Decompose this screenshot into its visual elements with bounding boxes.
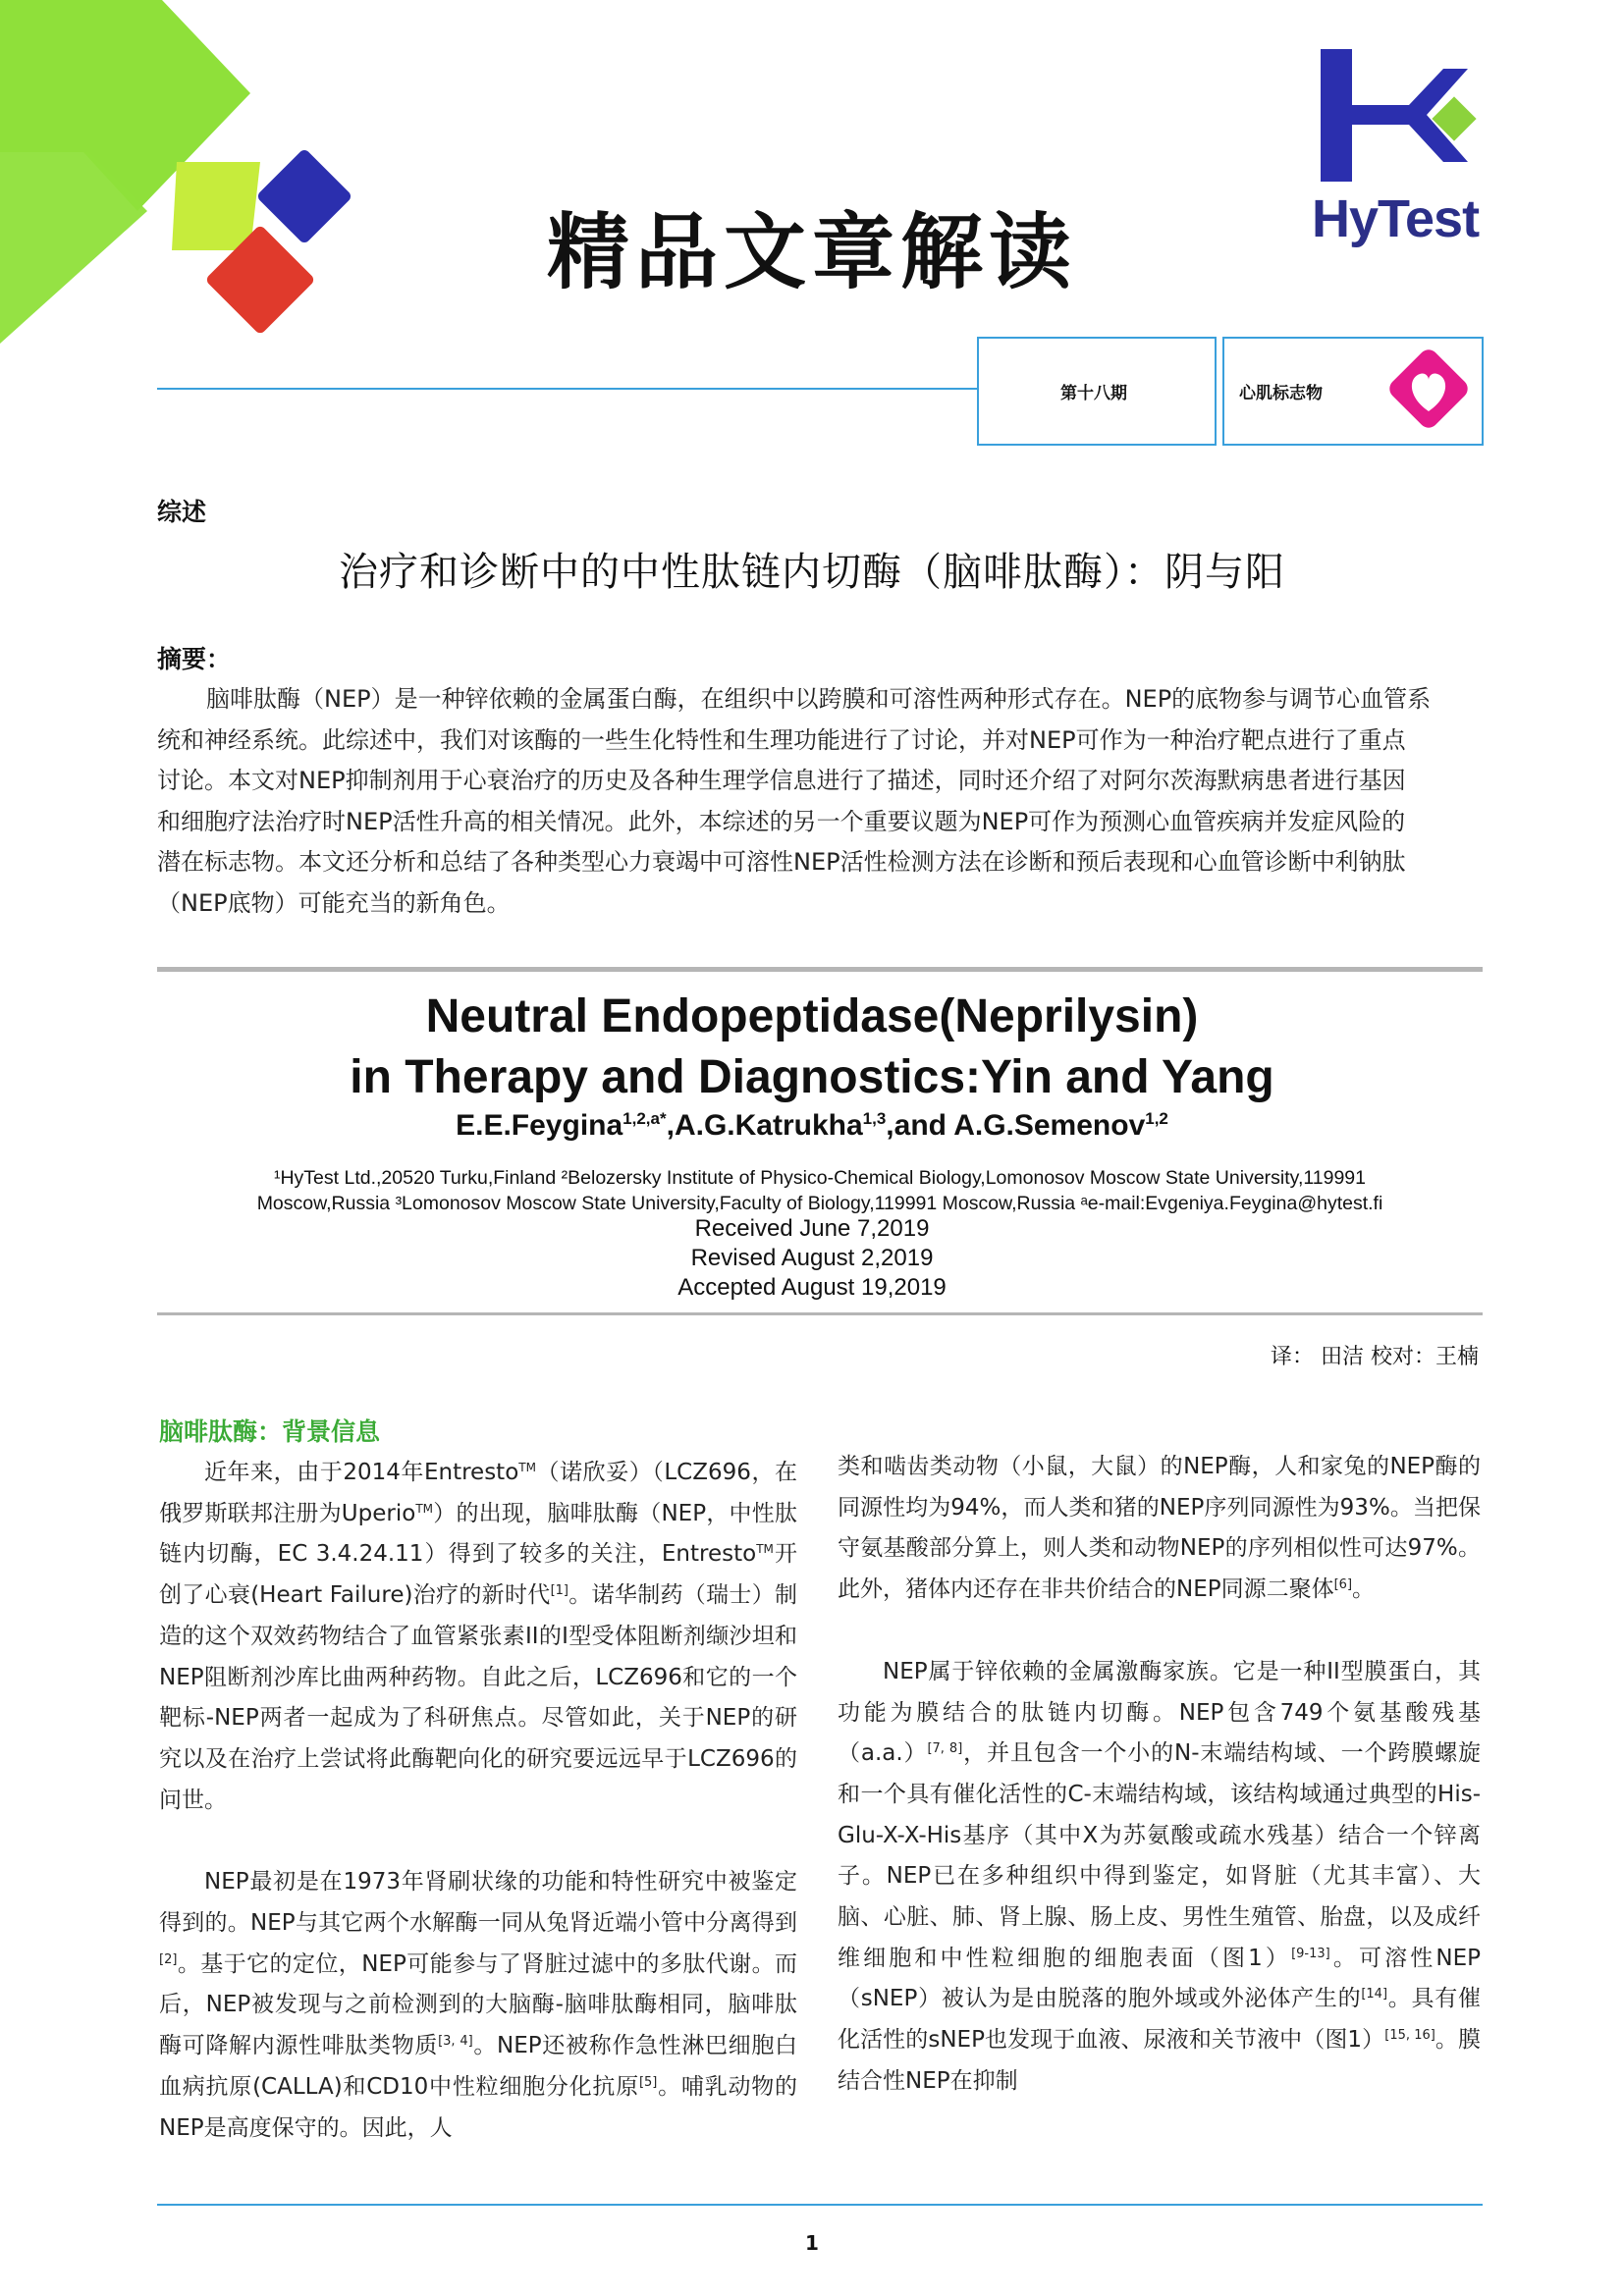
footer-rule	[157, 2204, 1483, 2206]
citation: [14]	[1361, 1987, 1388, 2002]
hytest-logo-mark	[1311, 44, 1488, 191]
abstract-line: （NEP底物）可能充当的新角色。	[157, 888, 511, 917]
paragraph: 类和啮齿类动物（小鼠，大鼠）的NEP酶，人和家兔的NEP酶的同源性均为94%，而人类和猪的NEP序列同源性为93%。当把保守氨基酸部分算上，则人类和动物NEP的序列相似性可达97%。此外，猪体内还存在非共价结合的NEP同源二聚体[6]。	[838, 1454, 1482, 1603]
issue-label: 第十八期	[1060, 384, 1127, 403]
abstract-body	[157, 679, 1483, 924]
abstract-line: 潜在标志物。本文还分析和总结了各种类型心力衰竭中可溶性NEP活性检测方法在诊断和预后表现和心血管诊断中利钠肽	[157, 848, 1406, 876]
abstract-line: 讨论。本文对NEP抑制剂用于心衰治疗的历史及各种生理学信息进行了描述，同时还介绍了对阿尔茨海默病患者进行基因	[157, 767, 1406, 794]
paragraph: 近年来，由于2014年Entresto™（诺欣妥）（LCZ696，在俄罗斯联邦注册为Uperio™）的出现，脑啡肽酶（NEP，中性肽链内切酶，EC 3.4.24.11）得到了较多的关注，Entresto™开创了心衰(Heart Failure)治疗的新时代[1]。诺华制药（瑞士）制造的这个双效药物结合了血管紧张素II的I型受体阻断剂缬沙坦和NEP阻断剂沙库比曲两种药物。自此之后，LCZ696和它的一个靶标-NEP两者一起成为了科研焦点。尽管如此，关于NEP的研究以及在治疗上尝试将此酶靶向化的研究要远远早于LCZ696的问世。	[159, 1460, 798, 1813]
main-title: 精品文章解读	[546, 204, 1077, 300]
divider-top	[157, 967, 1483, 972]
right-column	[838, 1447, 1481, 2103]
citation: [2]	[159, 1951, 178, 1967]
affiliation-line: ¹HyTest Ltd.,20520 Turku,Finland ²Belozersky Institute of Physico-Chemical Biology,Lomonosov Moscow State University,119991	[273, 1167, 1366, 1189]
paragraph: NEP最初是在1973年肾刷状缘的功能和特性研究中被鉴定得到的。NEP与其它两个水解酶一同从兔肾近端小管中分离得到[2]。基于它的定位，NEP可能参与了肾脏过滤中的多肽代谢。而后，NEP被发现与之前检测到的大脑酶-脑啡肽酶相同，脑啡肽酶可降解内源性啡肽类物质[3, 4]。NEP还被称作急性淋巴细胞白血病抗原(CALLA)和CD10中性粒细胞分化抗原[5]。哺乳动物的NEP是高度保守的。因此，人	[159, 1869, 798, 2141]
citation: [15, 16]	[1384, 2028, 1435, 2044]
author-2-affil: 1,3	[862, 1109, 887, 1128]
citation: [3, 4]	[438, 2034, 473, 2050]
author-3-affil: 1,2	[1145, 1109, 1168, 1128]
citation: [5]	[638, 2074, 658, 2090]
revised-date: Revised August 2,2019	[690, 1245, 934, 1271]
section-label: 综述	[157, 498, 207, 526]
page-number: 1	[805, 2231, 819, 2255]
abstract-heading: 摘要：	[157, 645, 232, 673]
topic-label: 心肌标志物	[1239, 384, 1323, 403]
english-authors	[0, 1109, 1624, 1143]
paragraph: NEP属于锌依赖的金属激酶家族。它是一种II型膜蛋白，其功能为膜结合的肽链内切酶。NEP包含749个氨基酸残基（a.a.）[7, 8]，并且包含一个小的N-末端结构域、一个跨膜螺旋和一个具有催化活性的C-末端结构域，该结构域通过典型的His-Glu-X-X-His基序（其中X为苏氨酸或疏水残基）结合一个锌离子。NEP已在多种组织中得到鉴定，如肾脏（尤其丰富）、大脑、心脏、肺、肾上腺、肠上皮、男性生殖管、胎盘，以及成纤维细胞和中性粒细胞的细胞表面（图1）[9-13]。可溶性NEP（sNEP）被认为是由脱落的胞外域或外泌体产生的[14]。具有催化活性的sNEP也发现于血液、尿液和关节液中（图1）[15, 16]。膜结合性NEP在抑制	[838, 1658, 1482, 2094]
article-title-cn: 治疗和诊断中的中性肽链内切酶（脑啡肽酶）：阴与阳	[339, 550, 1285, 595]
received-date: Received June 7,2019	[694, 1215, 930, 1242]
english-title-line2: in Therapy and Diagnostics:Yin and Yang	[350, 1051, 1274, 1103]
translator-credit: 译： 田洁 校对：王楠	[1271, 1345, 1479, 1369]
heart-icon	[1379, 341, 1477, 439]
left-column	[159, 1453, 797, 2149]
abstract-line: 和细胞疗法治疗时NEP活性升高的相关情况。此外，本综述的另一个重要议题为NEP可作为预测心血管疾病并发症风险的	[157, 807, 1406, 835]
citation: [1]	[550, 1583, 568, 1599]
english-title	[0, 987, 1624, 1108]
abstract-line: 脑啡肽酶（NEP）是一种锌依赖的金属蛋白酶，在组织中以跨膜和可溶性两种形式存在。NEP的底物参与调节心血管系	[206, 685, 1432, 713]
citation: [6]	[1333, 1577, 1353, 1593]
citation: [7, 8]	[927, 1741, 963, 1757]
author-3: ,and A.G.Semenov	[886, 1109, 1146, 1142]
english-title-line1: Neutral Endopeptidase(Neprilysin)	[425, 990, 1199, 1042]
background-heading: 脑啡肽酶：背景信息	[159, 1417, 381, 1446]
author-1-affil: 1,2,a*	[623, 1109, 667, 1128]
accepted-date: Accepted August 19,2019	[677, 1274, 947, 1301]
author-1: E.E.Feygina	[456, 1109, 623, 1142]
author-2: ,A.G.Katrukha	[666, 1109, 863, 1142]
citation: [9-13]	[1291, 1946, 1330, 1961]
hytest-logo-text: HyTest	[1312, 189, 1480, 248]
divider-bottom	[157, 1312, 1483, 1315]
header-rule	[157, 388, 977, 390]
abstract-line: 统和神经系统。此综述中，我们对该酶的一些生化特性和生理功能进行了讨论，并对NEP可作为一种治疗靶点进行了重点	[157, 725, 1406, 754]
affiliation-line: Moscow,Russia ³Lomonosov Moscow State University,Faculty of Biology,119991 Moscow,Russia ᵃe-mail:Evgeniya.Feygina@hytest.fi	[256, 1193, 1383, 1214]
affiliations	[157, 1165, 1483, 1216]
